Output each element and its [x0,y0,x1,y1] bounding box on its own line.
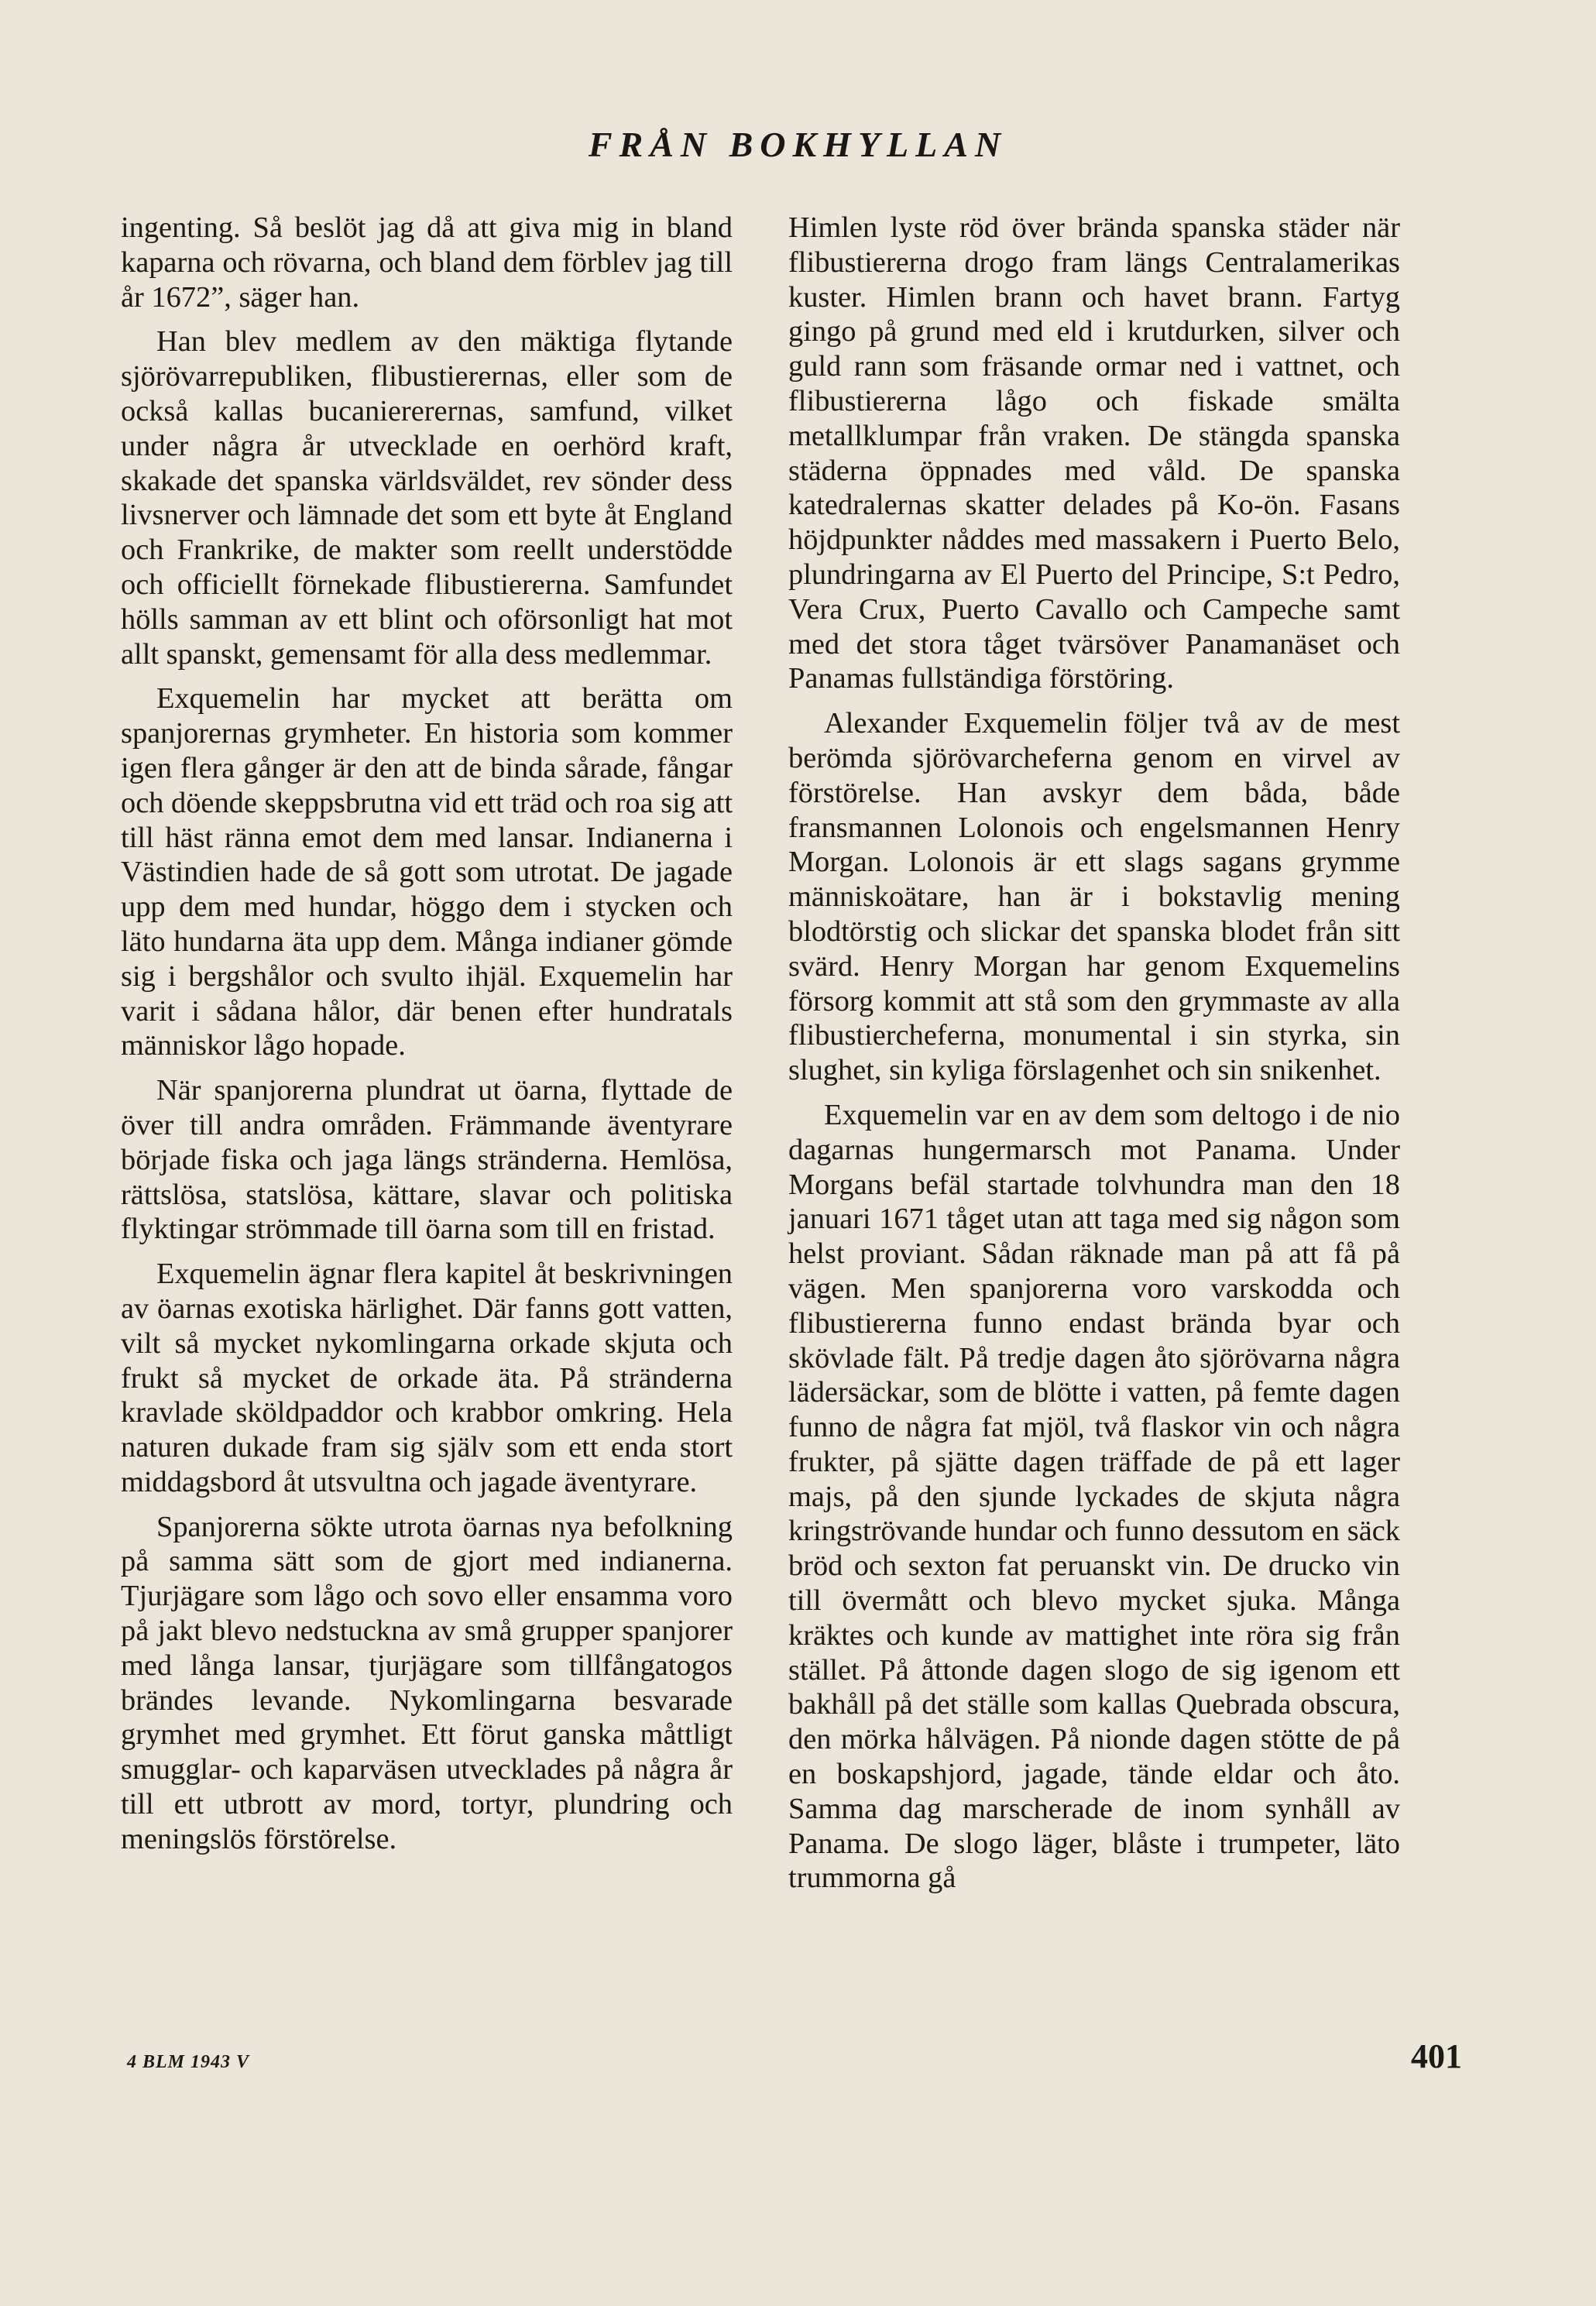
paragraph: Exquemelin var en av dem som deltogo i de nio dagarnas hungermarsch mot Panama. Under Morgans befäl startade tolvhundra man den 18 januari 1671 tåget utan att taga med sig någon som helst proviant. Sådan räknade man på att få på vägen. Men spanjorerna voro varskodda och flibustiererna funno endast brända byar och skövlade fält. På tredje dagen åto sjörövarna några lädersäckar, som de blötte i vatten, på femte dagen funno de några fat mjöl, två flaskor vin och några frukter, på sjätte dagen träffade de på ett lager majs, på den sjunde lyckades de skjuta några kringströvande hundar och funno dessutom en säck bröd och sexton fat peruanskt vin. De drucko vin till övermått och blevo mycket sjuka. Många kräktes och kunde av mattighet inte röra sig från stället. På åttonde dagen slogo de sig igenom ett bakhåll på det ställe som kallas Quebrada obscura, den mörka hålvägen. På nionde dagen stötte de på en boskapshjord, jagade, tände eldar och åto. Samma dag marscherade de inom synhåll av Panama. De slogo läger, blåste i trumpeter, läto trummorna gå [788,1098,1400,1895]
left-column [121,211,733,1857]
paragraph: Spanjorerna sökte utrota öarnas nya befolkning på samma sätt som de gjort med indianerna. Tjurjägare som lågo och sovo eller ensamma voro på jakt blevo nedstuckna av små grupper spanjorer med långa lansar, tjurjägare som tillfångatogos brändes levande. Nykomlingarna besvarade grymhet med grymhet. Ett förut ganska måttligt smugglar- och kaparväsen utvecklades på några år till ett utbrott av mord, tortyr, plundring och meningslös förstörelse. [121,1510,733,1855]
paragraph: Himlen lyste röd över brända spanska städer när flibustiererna drogo fram längs Centralamerikas kuster. Himlen brann och havet brann. Fartyg gingo på grund med eld i krutdurken, silver och guld rann som fräsande ormar ned i vattnet, och flibustiererna lågo och fiskade smälta metallklumpar från vraken. De stängda spanska städerna öppnades med våld. De spanska katedralernas skatter delades på Ko-ön. Fasans höjdpunkter nåddes med massakern i Puerto Belo, plundringarna av El Puerto del Principe, S:t Pedro, Vera Crux, Puerto Cavallo och Campeche samt med det stora tåget tvärsöver Panamanäset och Panamas fullständiga förstöring. [788,211,1400,695]
right-column [788,211,1400,1896]
page-number: 401 [1411,2037,1462,2075]
paragraph: Alexander Exquemelin följer två av de mest berömda sjörövarcheferna genom en virvel av förstörelse. Han avskyr dem båda, både fransmannen Lolonois och engelsmannen Henry Morgan. Lolonois är ett slags sagans grymme människoätare, han är i bokstavlig mening blodtörstig och slickar det spanska blodet från sitt svärd. Henry Morgan har genom Exquemelins försorg kommit att stå som den grymmaste av alla flibustiercheferna, monumental i sin styrka, sin slughet, sin kyliga förslagenhet och sin snikenhet. [788,707,1400,1087]
paragraph: När spanjorerna plundrat ut öarna, flyttade de över till andra områden. Främmande äventyrare började fiska och jaga längs stränderna. Hemlösa, rättslösa, statslösa, kättare, slavar och politiska flyktingar strömmade till öarna som till en fristad. [121,1074,733,1246]
paragraph: Exquemelin har mycket att berätta om spanjorernas grymheter. En historia som kommer igen flera gånger är den att de binda sårade, fångar och döende skeppsbrutna vid ett träd och roa sig att till häst ränna emot dem med lansar. Indianerna i Västindien hade de så gott som utrotat. De jagade upp dem med hundar, höggo dem i stycken och läto hundarna äta upp dem. Många indianer gömde sig i bergshålor och svulto ihjäl. Exquemelin har varit i sådana hålor, där benen efter hundratals människor lågo hopade. [121,682,733,1062]
paragraph: Exquemelin ägnar flera kapitel åt beskrivningen av öarnas exotiska härlighet. Där fanns gott vatten, vilt så mycket nykomlingarna orkade skjuta och frukt så mycket de orkade äta. På stränderna kravlade sköldpaddor och krabbor omkring. Hela naturen dukade fram sig själv som ett enda stort middagsbord åt utsvultna och jagade äventyrare. [121,1258,733,1498]
running-title: FRÅN BOKHYLLAN [588,125,1008,164]
paragraph: ingenting. Så beslöt jag då att giva mig in bland kaparna och rövarna, och bland dem förblev jag till år 1672”, säger han. [121,211,733,314]
paragraph: Han blev medlem av den mäktiga flytande sjörövarrepubliken, flibustierernas, eller som de också kallas bucaniererernas, samfund, vilket under några år utvecklade en oerhörd kraft, skakade det spanska världsväldet, rev sönder dess livsnerver och lämnade det som ett byte åt England och Frankrike, de makter som reellt understödde och officiellt förnekade flibustiererna. Samfundet hölls samman av ett blint och oförsonligt hat mot allt spanskt, gemensamt för alla dess medlemmar. [121,325,733,671]
signature-mark: 4 BLM 1943 V [127,2052,250,2072]
